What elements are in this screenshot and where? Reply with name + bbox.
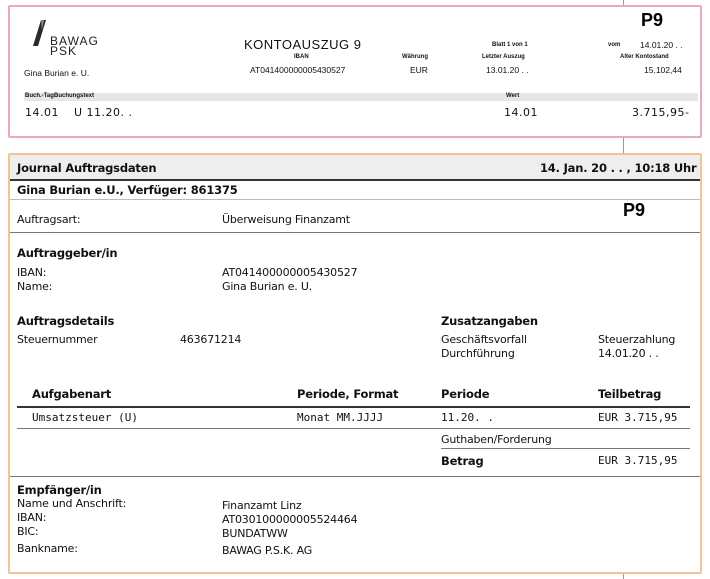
recipient-name-value: Finanzamt Linz (222, 499, 302, 512)
statement-title: KONTOAUSZUG 9 (244, 37, 362, 52)
principal-line: Gina Burian e.U., Verfüger: 861375 (17, 183, 238, 197)
credit-divider (441, 448, 690, 449)
details-heading: Auftragsdetails (17, 314, 115, 328)
execution-label: Durchführung (441, 347, 515, 360)
table-header-divider (17, 406, 690, 408)
recipient-iban-value: AT030100000005524464 (222, 513, 358, 526)
from-label: vom (608, 42, 621, 48)
table-cell-type: Umsatzsteuer (U) (32, 411, 138, 424)
journal-timestamp: 14. Jan. 20 . . , 10:18 Uhr (540, 161, 697, 175)
brand-line-2: PSK (50, 44, 78, 58)
bank-name-value: BAWAG P.S.K. AG (222, 544, 313, 557)
row-booking-day: 14.01 (25, 106, 59, 119)
order-type-value: Überweisung Finanzamt (222, 213, 350, 226)
bic-label: BIC: (17, 525, 39, 538)
table-header-period: Periode (441, 387, 490, 401)
bic-value: BUNDATWW (222, 527, 288, 540)
table-header-type: Aufgabenart (32, 387, 112, 401)
col-value-date: Wert (506, 93, 520, 99)
credit-label: Guthaben/Forderung (441, 433, 552, 446)
table-cell-period: 11.20. . (441, 411, 494, 424)
last-statement-date: 13.01.20 . . (486, 65, 529, 75)
currency-label: Währung (402, 54, 428, 60)
payer-heading: Auftraggeber/in (17, 246, 118, 260)
amount-value: EUR 3.715,95 (598, 454, 678, 467)
account-statement-card (8, 5, 702, 138)
statement-column-header (24, 93, 698, 101)
iban-label: IBAN (294, 54, 309, 60)
journal-title: Journal Auftragsdaten (17, 161, 157, 175)
order-journal-card (8, 153, 702, 574)
business-case-value: Steuerzahlung (598, 333, 676, 346)
old-balance-label: Alter Kontostand (620, 54, 669, 60)
col-booking-day: Buch.-Tag (25, 93, 54, 99)
table-row-divider (17, 428, 690, 429)
payer-iban-value: AT041400000005430527 (222, 266, 358, 279)
recipient-name-label: Name und Anschrift: (17, 497, 127, 510)
col-booking-text: Buchungstext (54, 93, 95, 99)
divider (10, 199, 700, 200)
header-divider (10, 179, 700, 181)
row-amount: 3.715,95- (632, 106, 690, 119)
execution-value: 14.01.20 . . (598, 347, 659, 360)
tax-number-value: 463671214 (180, 333, 242, 346)
last-statement-label: Letzter Auszug (482, 54, 525, 60)
badge-p9-top: P9 (641, 10, 664, 30)
recipient-iban-label: IBAN: (17, 511, 47, 524)
row-booking-text: U 11.20. . (74, 106, 133, 119)
bank-name-label: Bankname: (17, 542, 78, 555)
from-date: 14.01.20 . . (640, 40, 683, 50)
table-cell-period-format: Monat MM.JJJJ (297, 411, 384, 424)
order-type-label: Auftragsart: (17, 213, 81, 226)
badge-p9-middle: P9 (623, 200, 646, 220)
table-header-amount: Teilbetrag (598, 387, 662, 401)
payer-iban-label: IBAN: (17, 266, 47, 279)
payer-name-label: Name: (17, 280, 53, 293)
bawag-logo-icon (32, 20, 48, 46)
recipient-heading: Empfänger/in (17, 483, 102, 497)
extra-heading: Zusatzangaben (441, 314, 538, 328)
sheet-label: Blatt 1 von 1 (492, 42, 528, 48)
currency-value: EUR (410, 65, 428, 75)
old-balance-value: 15.102,44 (644, 65, 682, 75)
account-holder: Gina Burian e. U. (24, 68, 90, 78)
statement-iban: AT041400000005430527 (250, 65, 346, 75)
divider (10, 476, 700, 477)
table-header-period-format: Periode, Format (297, 387, 399, 401)
amount-label: Betrag (441, 454, 484, 468)
payer-name-value: Gina Burian e. U. (222, 280, 313, 293)
business-case-label: Geschäftsvorfall (441, 333, 527, 346)
divider (10, 232, 700, 233)
brand-line-1: BAWAG (50, 34, 99, 48)
row-value-date: 14.01 (504, 106, 538, 119)
tax-number-label: Steuernummer (17, 333, 98, 346)
table-cell-amount: EUR 3.715,95 (598, 411, 678, 424)
